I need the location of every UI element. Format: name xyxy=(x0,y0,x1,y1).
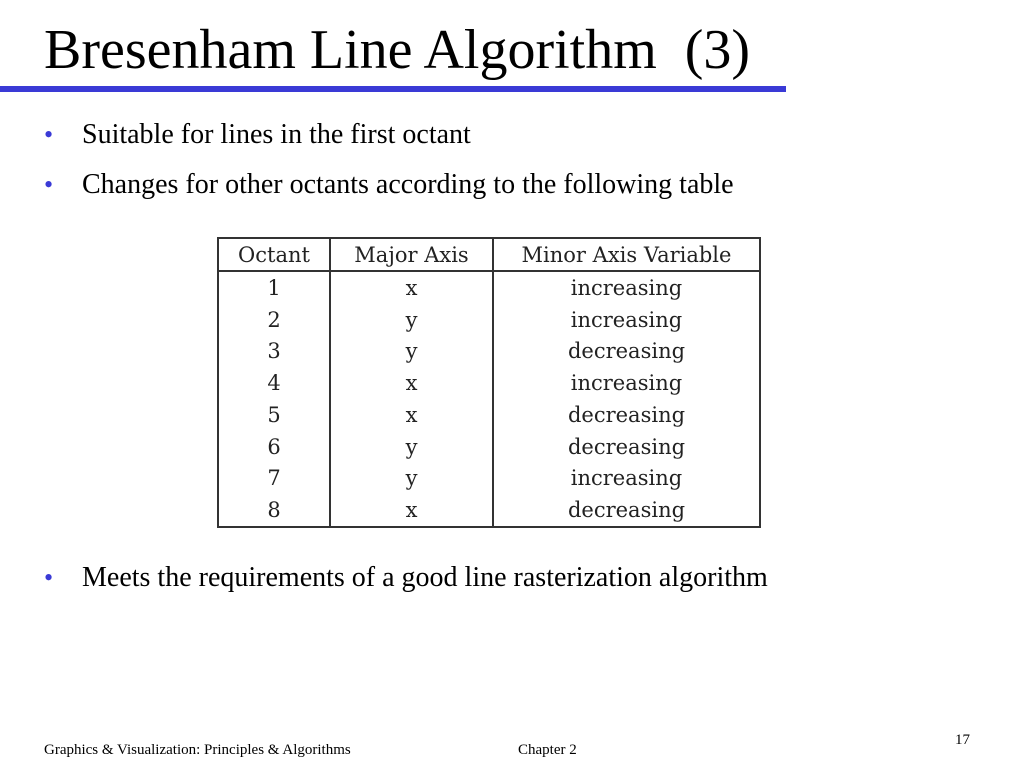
header-octant: Octant xyxy=(218,238,330,271)
page-number: 17 xyxy=(955,732,970,748)
table-row xyxy=(218,367,760,399)
footer-chapter: Chapter 2 xyxy=(518,742,577,758)
cell-octant: 7 xyxy=(218,462,330,494)
table-row xyxy=(218,399,760,431)
cell-minor-axis: decreasing xyxy=(567,339,686,364)
cell-octant: 1 xyxy=(218,271,330,304)
cell-major-axis: y xyxy=(330,336,493,368)
cell-major-axis: y xyxy=(330,304,493,336)
bullet-icon: • xyxy=(44,170,54,199)
cell-octant: 8 xyxy=(218,494,330,527)
cell-minor-axis: increasing xyxy=(570,466,683,491)
bullet-item xyxy=(44,118,471,152)
bullet-text: Meets the requirements of a good line rasterization algorithm xyxy=(82,562,768,593)
bullet-icon: • xyxy=(44,120,54,149)
cell-minor-axis: increasing xyxy=(570,371,683,396)
cell-octant: 4 xyxy=(218,367,330,399)
cell-minor-axis: decreasing xyxy=(567,434,686,459)
cell-major-axis: x xyxy=(330,494,493,527)
cell-major-axis: x xyxy=(330,271,493,304)
bullet-item xyxy=(44,168,734,202)
bullet-text: Changes for other octants according to the following table xyxy=(82,169,734,200)
table-header-row xyxy=(218,238,760,271)
cell-minor-axis: increasing xyxy=(570,307,683,332)
cell-major-axis: y xyxy=(330,462,493,494)
table-row xyxy=(218,431,760,463)
table-row xyxy=(218,271,760,304)
cell-octant: 6 xyxy=(218,431,330,463)
bullet-text: Suitable for lines in the first octant xyxy=(82,119,471,150)
slide-title: Bresenham Line Algorithm (3) xyxy=(44,19,751,81)
cell-minor-axis: decreasing xyxy=(567,402,686,427)
cell-major-axis: x xyxy=(330,399,493,431)
table-row xyxy=(218,304,760,336)
table-row xyxy=(218,336,760,368)
cell-major-axis: x xyxy=(330,367,493,399)
header-major-axis: Major Axis xyxy=(330,238,493,271)
table-row xyxy=(218,462,760,494)
footer-course-title: Graphics & Visualization: Principles & Algorithms xyxy=(44,742,351,758)
bullet-icon: • xyxy=(44,563,54,592)
cell-octant: 5 xyxy=(218,399,330,431)
octant-table xyxy=(217,237,761,528)
cell-minor-axis: decreasing xyxy=(567,498,686,523)
cell-minor-axis: increasing xyxy=(570,275,683,300)
cell-octant: 2 xyxy=(218,304,330,336)
header-minor-axis-variable: Minor Axis Variable xyxy=(493,238,760,271)
table-row xyxy=(218,494,760,527)
bullet-item xyxy=(44,561,768,595)
cell-octant: 3 xyxy=(218,336,330,368)
cell-major-axis: y xyxy=(330,431,493,463)
title-underline xyxy=(0,86,786,92)
